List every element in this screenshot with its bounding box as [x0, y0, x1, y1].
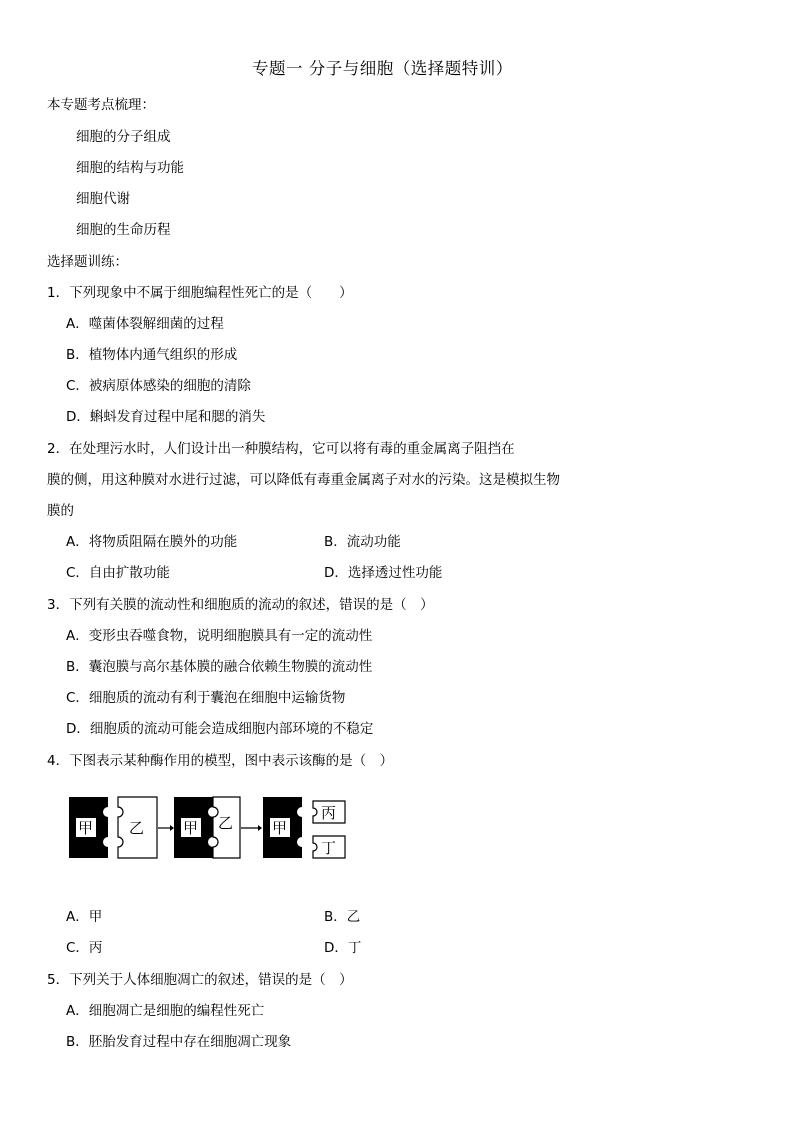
- question-4-option-b: B．乙: [324, 909, 361, 925]
- question-2-option-a: A．将物质阻隔在膜外的功能: [66, 534, 238, 550]
- question-1-option-c: C．被病原体感染的细胞的清除: [66, 378, 251, 394]
- label-jia: 甲: [183, 819, 199, 837]
- question-4-option-a: A．甲: [66, 909, 103, 925]
- page-title: 专题一 分子与细胞（选择题特训）: [252, 59, 513, 78]
- outline-item: 细胞的结构与功能: [76, 160, 184, 176]
- question-2-stem-line: 2．在处理污水时，人们设计出一种膜结构，它可以将有毒的重金属离子阻挡在: [47, 441, 515, 457]
- question-3-option-c: C．细胞质的流动有利于囊泡在细胞中运输货物: [66, 690, 346, 706]
- question-3-option-a: A．变形虫吞噬食物，说明细胞膜具有一定的流动性: [66, 628, 373, 644]
- outline-item: 细胞的生命历程: [76, 222, 171, 238]
- question-2-option-d: D．选择透过性功能: [324, 565, 443, 581]
- question-1-option-a: A．噬菌体裂解细菌的过程: [66, 316, 224, 332]
- arrow-head: [170, 825, 174, 831]
- label-yi: 乙: [129, 819, 145, 837]
- question-2-option-b: B．流动功能: [324, 534, 401, 550]
- question-4-option-d: D．丁: [324, 940, 362, 956]
- question-1-stem: 1．下列现象中不属于细胞编程性死亡的是（ ）: [47, 285, 353, 301]
- question-3-option-b: B．囊泡膜与高尔基体膜的融合依赖生物膜的流动性: [66, 659, 373, 675]
- question-5-option-a: A．细胞凋亡是细胞的编程性死亡: [66, 1003, 265, 1019]
- enzyme-model-diagram: [66, 792, 356, 862]
- practice-heading: 选择题训练：: [47, 254, 128, 270]
- question-2-option-c: C．自由扩散功能: [66, 565, 170, 581]
- question-4-stem: 4．下图表示某种酶作用的模型，图中表示该酶的是（ ）: [47, 753, 394, 769]
- outline-heading: 本专题考点梳理：: [47, 97, 155, 113]
- label-yi: 乙: [218, 814, 234, 832]
- question-4-option-c: C．丙: [66, 940, 103, 956]
- label-bing: 丙: [321, 804, 337, 822]
- label-ding: 丁: [321, 839, 337, 857]
- outline-item: 细胞的分子组成: [76, 129, 171, 145]
- label-jia: 甲: [272, 819, 288, 837]
- arrow-head: [258, 825, 262, 831]
- outline-item: 细胞代谢: [76, 191, 130, 207]
- question-5-option-b: B．胚胎发育过程中存在细胞凋亡现象: [66, 1034, 292, 1050]
- question-3-option-d: D．细胞质的流动可能会造成细胞内部环境的不稳定: [66, 721, 374, 737]
- question-1-option-b: B．植物体内通气组织的形成: [66, 347, 238, 363]
- question-2-stem-line: 膜的侧，用这种膜对水进行过滤，可以降低有毒重金属离子对水的污染。这是模拟生物: [47, 472, 560, 488]
- label-jia: 甲: [78, 819, 94, 837]
- question-2-stem-line: 膜的: [47, 503, 74, 519]
- question-1-option-d: D．蝌蚪发育过程中尾和腮的消失: [66, 409, 266, 425]
- question-5-stem: 5．下列关于人体细胞凋亡的叙述，错误的是（ ）: [47, 972, 353, 988]
- question-3-stem: 3．下列有关膜的流动性和细胞质的流动的叙述，错误的是（ ）: [47, 597, 434, 613]
